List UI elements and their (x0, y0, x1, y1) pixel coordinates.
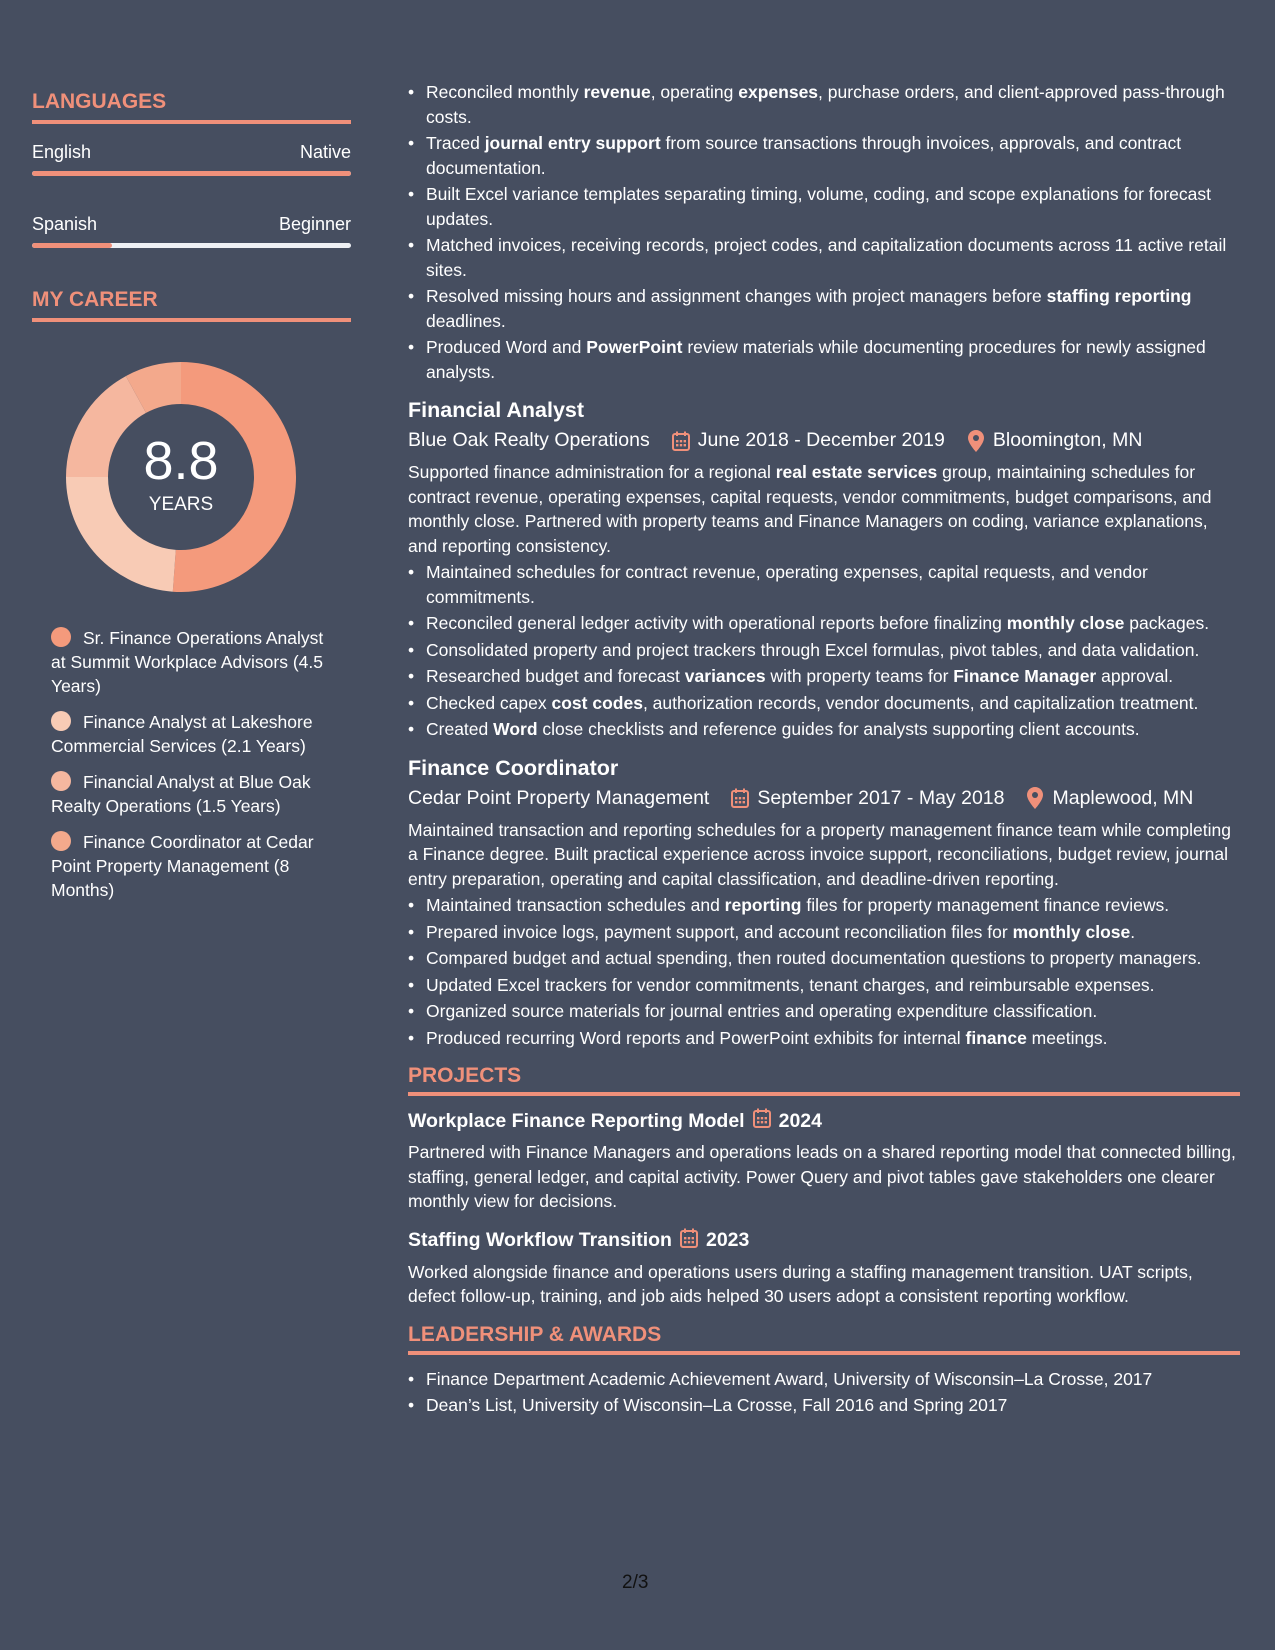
job-title: Financial Analyst (408, 398, 585, 422)
career-legend-item (51, 770, 331, 818)
language-name: Spanish (32, 214, 98, 234)
bullet-item: • Built Excel variance templates separating timing, volume, coding, and scope explanations for forecast updates. (426, 182, 1240, 231)
language-row (32, 214, 351, 235)
career-donut (66, 362, 296, 592)
calendar-icon (680, 1228, 698, 1254)
job-title: Finance Coordinator (408, 755, 619, 780)
legend-dot-icon (51, 627, 71, 647)
job-dates: September 2017 - May 2018 (757, 786, 1005, 809)
bullet-item: • Matched invoices, receiving records, project codes, and capitalization documents across 11 active retail sites. (426, 233, 1240, 282)
job-description: Supported finance administration for a regional real estate services group, maintaining schedules for contract revenue, operating expenses, capital requests, vendor commitments, budget comparisons, and monthly close. Partnered with property teams and Finance Managers on coding, variance explanations, and reporting consistency. (408, 462, 1212, 556)
job-meta (408, 787, 1240, 810)
award-item: • Finance Department Academic Achievement Award, University of Wisconsin–La Crosse, 2017 (426, 1367, 1240, 1392)
project-year: 2023 (705, 1229, 750, 1251)
page-number: 2/3 (622, 1572, 649, 1593)
job-company: Cedar Point Property Management (408, 786, 710, 809)
career-legend (51, 626, 331, 902)
language-name: English (32, 142, 92, 162)
language-proficiency-fill (32, 171, 351, 176)
main-content (408, 80, 1240, 1420)
calendar-icon (753, 1108, 771, 1134)
legend-dot-icon (51, 771, 71, 791)
project-title: Workplace Finance Reporting Model (408, 1109, 745, 1132)
language-proficiency-fill (32, 243, 112, 248)
bullet-item: • Reconciled monthly revenue, operating expenses, purchase orders, and client-approved pass-through costs. (426, 80, 1240, 129)
language-level: Native (299, 142, 351, 162)
career-legend-item (51, 830, 331, 902)
job-bullets (408, 893, 1240, 1050)
bullet-item: • Organized source materials for journal entries and operating expenditure classification. (426, 999, 1240, 1024)
bullet-item: • Maintained transaction schedules and reporting files for property management finance reviews. (426, 893, 1240, 918)
career-legend-item (51, 626, 331, 698)
project-title-row (408, 1108, 1240, 1134)
bullet-item: • Created Word close checklists and reference guides for analysts supporting client accounts. (426, 717, 1240, 742)
project-title-row (408, 1228, 1240, 1254)
bullet-item: • Maintained schedules for contract revenue, operating expenses, capital requests, and vendor commitments. (426, 560, 1240, 609)
bullet-item: • Consolidated property and project trackers through Excel formulas, pivot tables, and data validation. (426, 638, 1240, 663)
job-entry (408, 398, 1240, 742)
calendar-icon (670, 430, 692, 452)
location-pin-icon (1024, 787, 1046, 809)
project-title: Staffing Workflow Transition (408, 1229, 672, 1251)
bullet-item: • Researched budget and forecast variances with property teams for Finance Manager approval. (426, 664, 1240, 689)
career-total-years: 8.8 (143, 431, 219, 491)
award-item: • Dean’s List, University of Wisconsin–La Crosse, Fall 2016 and Spring 2017 (426, 1393, 1240, 1418)
career-legend-label: Financial Analyst at Blue Oak Realty Operations (1.5 Years) (51, 772, 311, 816)
career-legend-label: Sr. Finance Operations Analyst at Summit Workplace Advisors (4.5 Years) (51, 628, 324, 696)
language-level: Beginner (278, 214, 351, 234)
career-heading: MY CAREER (32, 288, 351, 322)
donut-center (66, 362, 296, 592)
languages-heading: LANGUAGES (32, 90, 351, 124)
bullet-item: • Produced Word and PowerPoint review materials while documenting procedures for newly assigned analysts. (426, 335, 1240, 384)
awards-heading: LEADERSHIP & AWARDS (408, 1323, 1240, 1355)
projects-heading: PROJECTS (408, 1064, 1240, 1096)
project-description: Partnered with Finance Managers and operations leads on a shared reporting model that connected billing, staffing, general ledger, and capital activity. Power Query and pivot tables gave stakeholders one clearer monthly view for decisions. (408, 1142, 1236, 1211)
career-legend-item (51, 710, 331, 758)
project-description: Worked alongside finance and operations users during a staffing management transition. UAT scripts, defect follow-up, training, and job aids helped 30 users adopt a consistent reporting workflow. (408, 1261, 1193, 1306)
bullet-item: • Traced journal entry support from source transactions through invoices, approvals, and contract documentation. (426, 131, 1240, 180)
job-bullets (408, 560, 1240, 742)
location-pin-icon (965, 430, 987, 452)
language-proficiency-bar (32, 171, 351, 176)
job-location: Maplewood, MN (1052, 786, 1194, 809)
sidebar (32, 90, 351, 914)
bullet-item: • Updated Excel trackers for vendor commitments, tenant charges, and reimbursable expenses. (426, 973, 1240, 998)
bullet-item: • Resolved missing hours and assignment changes with project managers before staffing reporting deadlines. (426, 284, 1240, 333)
career-legend-label: Finance Coordinator at Cedar Point Property Management (8 Months) (51, 832, 314, 900)
project-year: 2024 (778, 1109, 822, 1132)
job-description: Maintained transaction and reporting schedules for a property management finance team while completing a Finance degree. Built practical experience across invoice support, reconciliations, budget review, journal entry preparation, operating and capital classification, and deadline-driven reporting. (408, 819, 1231, 889)
career-legend-label: Finance Analyst at Lakeshore Commercial Services (2.1 Years) (51, 712, 313, 756)
bullet-item: • Compared budget and actual spending, then routed documentation questions to property managers. (426, 946, 1240, 971)
language-row (32, 142, 351, 163)
career-total-unit: YEARS (148, 494, 214, 515)
job-entry (408, 756, 1240, 1051)
bullet-item: • Prepared invoice logs, payment support, and account reconciliation files for monthly close. (426, 920, 1240, 945)
awards-list (408, 1367, 1240, 1418)
job-company: Blue Oak Realty Operations (408, 429, 650, 451)
experience-bullets-continued (408, 80, 1240, 384)
project-list (408, 1108, 1240, 1309)
language-list (32, 142, 351, 248)
legend-dot-icon (51, 711, 71, 731)
job-location: Bloomington, MN (992, 429, 1143, 451)
job-dates: June 2018 - December 2019 (697, 429, 945, 451)
calendar-icon (729, 787, 751, 809)
job-meta (408, 429, 1240, 452)
legend-dot-icon (51, 831, 71, 851)
bullet-item: • Checked capex cost codes, authorization records, vendor documents, and capitalization treatment. (426, 691, 1240, 716)
bullet-item: • Produced recurring Word reports and PowerPoint exhibits for internal finance meetings. (426, 1026, 1240, 1051)
bullet-item: • Reconciled general ledger activity with operational reports before finalizing monthly close packages. (426, 611, 1240, 636)
job-list (408, 398, 1240, 1050)
language-proficiency-bar (32, 243, 351, 248)
